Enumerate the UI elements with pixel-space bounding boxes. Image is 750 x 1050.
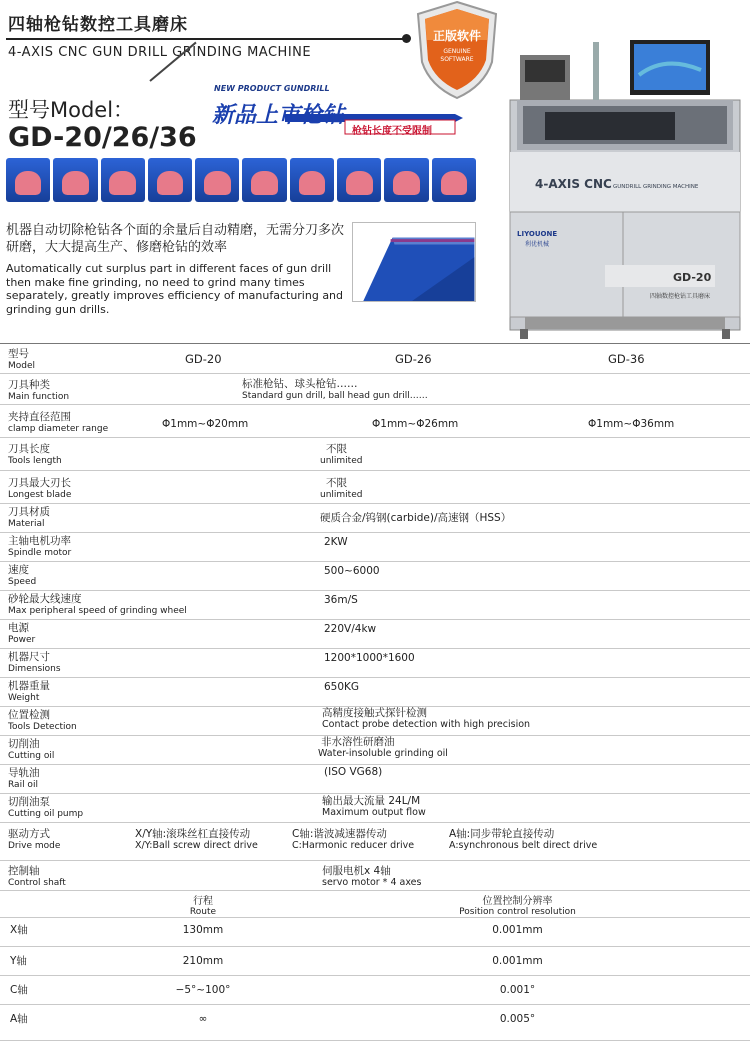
spec-row-blade xyxy=(0,471,750,504)
blade-value xyxy=(320,477,362,501)
value-cn: 不限 xyxy=(326,443,347,455)
value-en: A:synchronous belt direct drive xyxy=(449,840,598,851)
axis-row xyxy=(0,1005,750,1041)
spec-row-speed xyxy=(0,562,750,591)
label-cn: 刀具种类 xyxy=(8,379,50,391)
oil-value xyxy=(318,736,448,760)
drill-tip-image xyxy=(53,158,97,202)
drill-tip-image xyxy=(384,158,428,202)
banner-main-text: 新品上市枪钻 xyxy=(212,103,345,128)
label-en: Tools Detection xyxy=(8,722,77,732)
spec-row-wheel xyxy=(0,591,750,620)
spec-row-model xyxy=(0,344,750,374)
length-value xyxy=(320,443,362,467)
value-en: Water-insoluble grinding oil xyxy=(318,748,448,759)
drill-tip-gallery xyxy=(6,158,476,202)
shaft-value xyxy=(322,865,421,889)
label-cn: 驱动方式 xyxy=(8,828,50,840)
label-cn: 导轨油 xyxy=(8,767,40,779)
description-en: Automatically cut surplus part in different faces of gun drill then make fine grinding, no need to grind many times separately, greatly improves efficiency of manufacturing and grinding gun drills. xyxy=(6,262,344,316)
label-en: Weight xyxy=(8,693,40,703)
drill-tip-image xyxy=(6,158,50,202)
label-en: Rail oil xyxy=(8,780,38,790)
label-en: Dimensions xyxy=(8,664,61,674)
badge-text-cn: 正版软件 xyxy=(432,29,482,43)
spec-row-detect xyxy=(0,707,750,736)
axis-name: A轴 xyxy=(10,1013,28,1025)
value-cn: 标准枪钻、球头枪钻…… xyxy=(242,378,358,390)
description-cn: 机器自动切除枪钻各个面的余量后自动精磨，无需分刀多次研磨，大大提高生产、修磨枪钻的效率 xyxy=(6,223,345,255)
panel-sub: GUNDRILL GRINDING MACHINE xyxy=(613,184,699,190)
label-cn: 型号 xyxy=(8,348,29,360)
route-header-en: Route xyxy=(189,907,217,917)
axis-route: ∞ xyxy=(198,1013,208,1025)
label-cn: 刀具长度 xyxy=(8,443,50,455)
label-cn: 机器重量 xyxy=(8,680,50,692)
panel-title: 4-AXIS CNC xyxy=(535,177,612,191)
label-cn: 位置检测 xyxy=(8,709,50,721)
axis-row xyxy=(0,918,750,947)
spec-row-spindle xyxy=(0,533,750,562)
value-cn: 输出最大流量 24L/M xyxy=(322,795,421,807)
spec-row-oil xyxy=(0,736,750,765)
label-en: clamp diameter range xyxy=(8,424,109,434)
drive-value-2 xyxy=(292,828,414,852)
label-cn: 切削油 xyxy=(8,738,40,750)
label-en: Power xyxy=(8,635,36,645)
model-label: 型号Model： xyxy=(8,98,135,122)
label-en: Control shaft xyxy=(8,878,66,888)
axis-resolution: 0.001mm xyxy=(492,924,543,936)
drill-tip-image xyxy=(242,158,286,202)
axis-name: C轴 xyxy=(10,984,28,996)
label-en: Cutting oil pump xyxy=(8,809,84,819)
drill-tip-image xyxy=(195,158,239,202)
model-value-3: GD-36 xyxy=(608,352,645,366)
drill-tip-image xyxy=(290,158,334,202)
label-en: Tools length xyxy=(8,456,62,466)
value-en: Maximum output flow xyxy=(322,807,426,818)
label-cn: 夹持直径范围 xyxy=(8,411,71,423)
label-en: Main function xyxy=(8,392,70,402)
value-cn: 不限 xyxy=(326,477,347,489)
label-cn: 砂轮最大线速度 xyxy=(8,593,82,605)
label-cn: 切削油泵 xyxy=(8,796,50,808)
axis-resolution: 0.001° xyxy=(499,984,536,996)
axis-resolution: 0.005° xyxy=(499,1013,536,1025)
spec-row-clamp xyxy=(0,405,750,438)
label-en: Speed xyxy=(8,577,37,587)
value-en: X/Y:Ball screw direct drive xyxy=(135,840,258,851)
drill-tip-image xyxy=(337,158,381,202)
value-cn: 非水溶性研磨油 xyxy=(321,736,395,748)
axis-resolution: 0.001mm xyxy=(492,955,543,967)
label-en: Longest blade xyxy=(8,490,72,500)
value-en: Standard gun drill, ball head gun drill…… xyxy=(242,391,428,401)
spec-row-weight xyxy=(0,678,750,707)
axis-name: Y轴 xyxy=(10,955,27,967)
axis-row xyxy=(0,947,750,976)
brand-name: LIYOUONE xyxy=(517,230,558,238)
speed-value: 500~6000 xyxy=(324,565,380,577)
route-header xyxy=(153,896,253,918)
power-value: 220V/4kw xyxy=(324,623,377,635)
value-en: unlimited xyxy=(320,456,363,466)
label-cn: 刀具材质 xyxy=(8,506,50,518)
clamp-value-3: Φ1mm~Φ36mm xyxy=(588,418,675,430)
spindle-value: 2KW xyxy=(324,536,348,548)
detect-value xyxy=(322,707,530,731)
brand-cn: 利优机械 xyxy=(525,241,550,248)
label-en: Cutting oil xyxy=(8,751,55,761)
axis-route: 130mm xyxy=(182,924,224,936)
banner-sub-text: 枪钻长度不受限制 xyxy=(352,126,432,137)
value-en: unlimited xyxy=(320,490,363,500)
axis-table-header xyxy=(0,891,750,918)
value-en: servo motor * 4 axes xyxy=(322,877,422,888)
plate-cn: 四轴数控枪钻工具磨床 xyxy=(650,293,711,300)
spec-row-material xyxy=(0,504,750,533)
material-value: 硬质合金/钨钢(carbide)/高速钢（HSS） xyxy=(320,512,512,524)
axis-route: −5°~100° xyxy=(175,984,231,996)
label-en: Drive mode xyxy=(8,841,61,851)
res-header-cn: 位置控制分辨率 xyxy=(482,896,553,907)
spec-row-shaft xyxy=(0,861,750,891)
model-value-2: GD-26 xyxy=(395,352,432,366)
pump-value xyxy=(322,795,426,819)
resolution-header xyxy=(430,896,605,918)
title-divider xyxy=(6,38,406,40)
label-cn: 刀具最大刃长 xyxy=(8,477,71,489)
model-value-1: GD-20 xyxy=(185,352,222,366)
wheel-value: 36m/S xyxy=(324,594,358,606)
axis-name: X轴 xyxy=(10,924,28,936)
label-cn: 电源 xyxy=(8,622,29,634)
title-en: 4-AXIS CNC GUN DRILL GRINDING MACHINE xyxy=(8,45,312,60)
label-en: Max peripheral speed of grinding wheel xyxy=(8,606,187,616)
drill-tip-image xyxy=(101,158,145,202)
value-cn: 高精度接触式探针检测 xyxy=(322,707,427,719)
value-cn: C轴:谐波减速器传动 xyxy=(292,828,387,840)
spec-row-power xyxy=(0,620,750,649)
label-cn: 主轴电机功率 xyxy=(8,535,71,547)
title-cn: 四轴枪钻数控工具磨床 xyxy=(8,15,188,35)
spec-row-dims xyxy=(0,649,750,678)
label-cn: 机器尺寸 xyxy=(8,651,50,663)
drive-value-3 xyxy=(449,828,597,852)
value-en: Contact probe detection with high precision xyxy=(322,719,531,730)
clamp-value-1: Φ1mm~Φ20mm xyxy=(162,418,249,430)
label-cn: 速度 xyxy=(8,564,29,576)
clamp-value-2: Φ1mm~Φ26mm xyxy=(372,418,459,430)
value-cn: 伺服电机x 4轴 xyxy=(322,865,391,877)
drill-tip-image xyxy=(432,158,476,202)
axis-route: 210mm xyxy=(182,955,224,967)
drive-value-1 xyxy=(135,828,258,852)
label-cn: 控制轴 xyxy=(8,865,40,877)
dims-value: 1200*1000*1600 xyxy=(324,652,415,664)
label-en: Spindle motor xyxy=(8,548,72,558)
title-dot xyxy=(402,34,411,43)
machine-illustration xyxy=(505,40,745,340)
label-en: Material xyxy=(8,519,45,529)
spec-row-pump xyxy=(0,794,750,823)
res-header-en: Position control resolution xyxy=(459,907,576,917)
axis-row xyxy=(0,976,750,1005)
value-cn: X/Y轴:滚珠丝杠直接传动 xyxy=(135,828,251,840)
model-plate: GD-20 xyxy=(673,271,712,284)
rail-value: (ISO VG68) xyxy=(324,766,383,778)
value-cn: A轴:同步带轮直接传动 xyxy=(449,828,555,840)
gun-drill-inset-image xyxy=(352,222,476,302)
label-en: Model xyxy=(8,361,36,371)
function-value xyxy=(242,378,428,402)
route-header-cn: 行程 xyxy=(193,896,213,907)
weight-value: 650KG xyxy=(324,681,360,693)
banner-top-text: NEW PRODUCT GUNDRILL xyxy=(214,84,330,93)
value-en: C:Harmonic reducer drive xyxy=(292,840,415,851)
drill-tip-image xyxy=(148,158,192,202)
badge-text-en2: SOFTWARE xyxy=(440,56,474,63)
model-code: GD-20/26/36 xyxy=(8,122,197,153)
spec-row-function xyxy=(0,374,750,405)
spec-row-rail xyxy=(0,765,750,794)
spec-row-drive xyxy=(0,823,750,861)
spec-row-length xyxy=(0,438,750,471)
badge-text-en1: GENUINE xyxy=(443,48,471,55)
